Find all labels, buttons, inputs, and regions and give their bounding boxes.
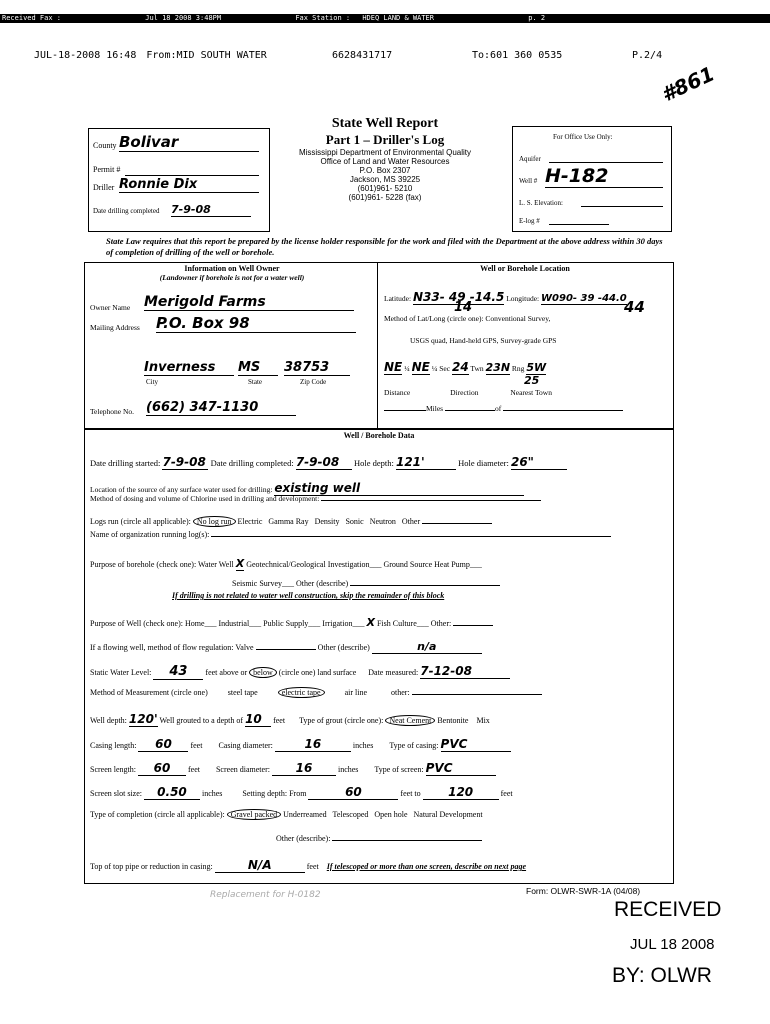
fax-received-bar [0, 14, 770, 23]
hole-diameter-label: Hole diameter: [458, 458, 509, 468]
form-title-block [270, 116, 500, 202]
permit-label: Permit # [93, 165, 121, 174]
top-pipe-label: Top of top pipe or reduction in casing: [90, 862, 213, 871]
method-row-2: USGS quad, Hand-held GPS, Survey-grade GPS [410, 336, 557, 345]
screen-type-label: Type of screen: [374, 765, 424, 774]
purpose-mark: X [235, 557, 245, 570]
aquifer-label: Aquifer [519, 155, 541, 163]
well-depth-row [90, 712, 490, 727]
screen-label: Screen length: [90, 765, 136, 774]
measure-method-label: Method of Measurement (circle one) [90, 688, 208, 697]
measure-steel: steel tape [227, 688, 258, 697]
completion-other-row [276, 834, 482, 843]
county-value: Bolivar [119, 133, 259, 152]
form-number: Form: OLWR-SWR-1A (04/08) [526, 886, 641, 896]
casing-feet: feet [190, 741, 203, 750]
setting-to: 120 [423, 785, 499, 800]
screen-value: 60 [138, 761, 186, 776]
agency-phone: (601)961- 5210 [357, 184, 413, 193]
completion-circled: Gravel packed [227, 809, 281, 820]
screen-type-value: PVC [426, 761, 496, 776]
agency-city: Jackson, MS 39225 [349, 175, 421, 184]
latitude-value: N33- 49 -14.5 [412, 290, 505, 304]
completed-label: Date drilling completed [93, 207, 160, 215]
slot-row [90, 785, 513, 800]
agency-name: Mississippi Department of Environmental Quality [298, 148, 472, 157]
measured-label: Date measured: [368, 668, 419, 677]
well-row [519, 165, 665, 187]
elog-line [549, 224, 609, 225]
use-mark: X [366, 616, 375, 629]
completion-options: Underreamed Telescoped Open hole Natural Development [283, 810, 483, 819]
setting-feet: feet [500, 789, 513, 798]
chlorine-line [321, 500, 541, 501]
setting-label: Setting depth: From [242, 789, 307, 798]
longitude-note: 44 [624, 298, 645, 316]
owner-section [88, 264, 376, 424]
received-date: JUL 18 2008 [630, 936, 715, 953]
completed-value: 7-9-08 [171, 203, 251, 217]
casing-diameter-value: 16 [275, 737, 351, 752]
latitude-note: 14 [454, 300, 473, 315]
screen-diameter-value: 16 [272, 761, 336, 776]
completion-other-label: Other (describe): [276, 834, 331, 843]
static-rest: (circle one) land surface [278, 668, 357, 677]
completion-row [90, 810, 483, 819]
screen-inches: inches [337, 765, 359, 774]
static-level-row [90, 664, 510, 680]
aquifer-line [549, 162, 663, 163]
flow-other-label: Other (describe) [317, 643, 370, 652]
ls-label: L. S. Elevation: [519, 199, 563, 207]
range-value: 5W [526, 361, 547, 374]
chlorine-label: Method of dosing and volume of Chlorine used in drilling and development: [90, 494, 320, 503]
latitude-label: Latitude: [384, 294, 412, 303]
grout-circled: Neat Cement [385, 715, 435, 726]
quarter-1: NE [384, 360, 403, 374]
method-row: Method of Lat/Long (circle one): Conventional Survey, [384, 314, 551, 323]
zip-label: Zip Code [300, 378, 327, 386]
owner-heading: Information on Well Owner [184, 264, 280, 273]
ls-row [519, 199, 665, 207]
completion-label: Type of completion (circle all applicable): [90, 810, 225, 819]
mailing-row [90, 314, 370, 332]
longitude-label: Longitude: [506, 294, 540, 303]
logs-row [90, 517, 492, 526]
org-label: Name of organization running log(s): [90, 530, 210, 539]
hole-depth-value: 121' [396, 455, 456, 470]
direction-label: Direction [450, 388, 479, 397]
received-by: BY: OLWR [612, 964, 712, 987]
county-label: County [93, 141, 117, 150]
static-value: 43 [153, 664, 203, 680]
ls-line [581, 206, 663, 207]
owner-name-row [90, 294, 370, 312]
started-label: Date drilling started: [90, 458, 161, 468]
fax-received-label: Received Fax : [2, 14, 62, 22]
hole-diameter-value: 26" [511, 455, 567, 470]
logs-options: Electric Gamma Ray Density Sonic Neutron Other [237, 517, 421, 526]
well-value: H-182 [545, 165, 663, 188]
grout-options: Bentonite Mix [437, 716, 490, 725]
flow-label: If a flowing well, method of flow regulation: Valve [90, 643, 254, 652]
slot-inches: inches [201, 789, 223, 798]
location-heading: Well or Borehole Location [480, 264, 570, 273]
measure-other: other: [391, 688, 410, 697]
static-circled: below [249, 667, 277, 678]
phone-label: Telephone No. [90, 407, 135, 416]
quarter-2: NE [411, 360, 430, 374]
distance-label: Distance [384, 388, 411, 397]
received-stamp: RECEIVED [614, 898, 722, 921]
casing-type-label: Type of casing: [389, 741, 439, 750]
chlorine-row [90, 494, 541, 503]
owner-state: MS [238, 360, 278, 376]
not-water-note: If drilling is not related to water well construction, skip the remainder of this block [172, 591, 445, 600]
grout-feet: feet [273, 716, 286, 725]
miles-label: Miles [426, 404, 444, 413]
casing-inches: inches [352, 741, 374, 750]
office-use-box [512, 126, 672, 232]
screen-row [90, 761, 496, 776]
static-label: Static Water Level: [90, 668, 152, 677]
fax-page-count: P.2/4 [632, 50, 663, 61]
org-row [90, 530, 611, 539]
range-label: Rng [511, 364, 525, 373]
driller-row [93, 177, 263, 192]
table-divider [377, 263, 378, 429]
completed-label-2: Date drilling completed: [210, 458, 294, 468]
source-label: Location of the source of any surface water used for drilling: [90, 485, 273, 494]
agency-fax: (601)961- 5228 (fax) [348, 193, 422, 202]
elog-row [519, 217, 665, 225]
office-name: Office of Land and Water Resources [320, 157, 450, 166]
use-rest: Fish Culture___ Other: [376, 619, 452, 628]
depth-value: 120' [128, 712, 158, 726]
fax-page: p. 2 [528, 14, 546, 22]
owner-city: Inverness [144, 360, 234, 376]
section-label: ¼ Sec [431, 364, 451, 373]
county-box [88, 128, 270, 232]
fax-number: 6628431717 [332, 50, 393, 61]
depth-label: Well depth: [90, 716, 127, 725]
form-title: State Well Report [331, 116, 439, 131]
owner-name-label: Owner Name [90, 303, 131, 312]
measure-circled: electric tape [278, 687, 325, 698]
owner-name-value: Merigold Farms [144, 294, 354, 311]
driller-value: Ronnie Dix [119, 177, 259, 193]
quarter-sep-1: ¼ [404, 364, 410, 373]
flow-value: n/a [372, 640, 482, 654]
phone-value: (662) 347-1130 [146, 400, 296, 416]
nearest-town-label: Nearest Town [510, 388, 552, 397]
started-value: 7-9-08 [162, 455, 208, 470]
faint-note: Replacement for H-0182 [210, 890, 321, 900]
permit-line [125, 175, 259, 176]
top-pipe-row [90, 858, 526, 873]
purpose-borehole-row [90, 557, 482, 570]
city-label: City [146, 378, 159, 386]
hole-depth-label: Hole depth: [353, 458, 394, 468]
grout-label: Well grouted to a depth of [159, 716, 244, 725]
source-value: existing well [274, 481, 524, 496]
grout-type-label: Type of grout (circle one): [299, 716, 384, 725]
measurement-row [90, 688, 542, 697]
section-value: 24 [451, 360, 469, 374]
mailing-label: Mailing Address [90, 323, 140, 332]
top-pipe-value: N/A [215, 858, 305, 873]
casing-label: Casing length: [90, 741, 137, 750]
permit-row [93, 165, 263, 174]
fax-datetime: JUL-18-2008 16:48 [34, 50, 137, 61]
casing-value: 60 [138, 737, 188, 752]
stamp-number: #861 [657, 61, 719, 107]
completed-row [93, 203, 263, 216]
section-note: 25 [524, 374, 540, 387]
top-pipe-note: If telescoped or more than one screen, describe on next page [326, 862, 527, 871]
city-row [90, 360, 370, 388]
well-data-heading: Well / Borehole Data [343, 431, 415, 440]
org-line [211, 536, 611, 537]
seismic-label: Seismic Survey___ Other (describe) [232, 579, 349, 588]
casing-diameter-label: Casing diameter: [218, 741, 273, 750]
fax-station: HDEQ LAND & WATER [362, 14, 434, 22]
quarter-section-row [384, 360, 668, 374]
longitude-value: W090- 39 -44.0 [541, 293, 627, 304]
aquifer-row [519, 155, 665, 163]
distance-row [384, 388, 668, 397]
screen-diameter-label: Screen diameter: [215, 765, 270, 774]
slot-value: 0.50 [144, 785, 200, 800]
location-section [380, 264, 670, 424]
fax-from: From:MID SOUTH WATER [146, 50, 267, 61]
county-row [93, 133, 263, 151]
purpose-label: Purpose of borehole (check one): Water Well [90, 560, 234, 569]
measure-air: air line [344, 688, 368, 697]
township-label: Twn [470, 364, 484, 373]
screen-feet: feet [187, 765, 200, 774]
fax-station-label: Fax Station : [295, 14, 351, 22]
state-law-notice: State Law requires that this report be prepared by the license holder responsible for the work and filed with the Department at the above address within 30 days of completion of drilling of the well or borehole. [106, 236, 663, 257]
driller-label: Driller [93, 183, 115, 192]
seismic-row [232, 579, 500, 588]
well-label: Well # [519, 177, 538, 185]
miles-row [384, 404, 668, 413]
po-box: P.O. Box 2307 [359, 166, 411, 175]
flowing-row [90, 640, 482, 654]
mailing-value: P.O. Box 98 [156, 314, 356, 333]
fax-received-date: Jul 18 2008 3:48PM [145, 14, 222, 22]
owner-subheading: (Landowner if borehole is not for a water well) [159, 273, 305, 282]
grout-value: 10 [245, 712, 271, 727]
measured-value: 7-12-08 [420, 664, 510, 679]
slot-label: Screen slot size: [90, 789, 142, 798]
logs-circled: No log run [193, 516, 236, 527]
purpose-rest: Geotechnical/Geological Investigation___ Ground Source Heat Pump___ [246, 560, 482, 569]
static-mid: feet above or [205, 668, 248, 677]
use-label: Purpose of Well (check one): Home___ Industrial___ Public Supply___ Irrigation___ [90, 619, 365, 628]
setting-to-label: feet to [400, 789, 421, 798]
completed-value-2: 7-9-08 [296, 455, 352, 470]
owner-zip: 38753 [284, 360, 350, 376]
casing-type-value: PVC [441, 737, 511, 752]
drilling-dates-row [90, 455, 567, 470]
well-purpose-row [90, 616, 493, 629]
fax-header [34, 50, 744, 61]
of-label: of [494, 404, 502, 413]
top-pipe-feet: feet [306, 862, 319, 871]
phone-row [90, 400, 370, 416]
fax-to: To:601 360 0535 [472, 50, 563, 61]
township-value: 23N [485, 361, 511, 374]
setting-from: 60 [308, 785, 398, 800]
logs-label: Logs run (circle all applicable): [90, 517, 191, 526]
casing-row [90, 737, 511, 752]
state-label: State [248, 378, 262, 386]
office-heading: For Office Use Only: [553, 133, 613, 141]
elog-label: E-log # [519, 217, 540, 225]
form-part: Part 1 – Driller's Log [325, 132, 445, 147]
